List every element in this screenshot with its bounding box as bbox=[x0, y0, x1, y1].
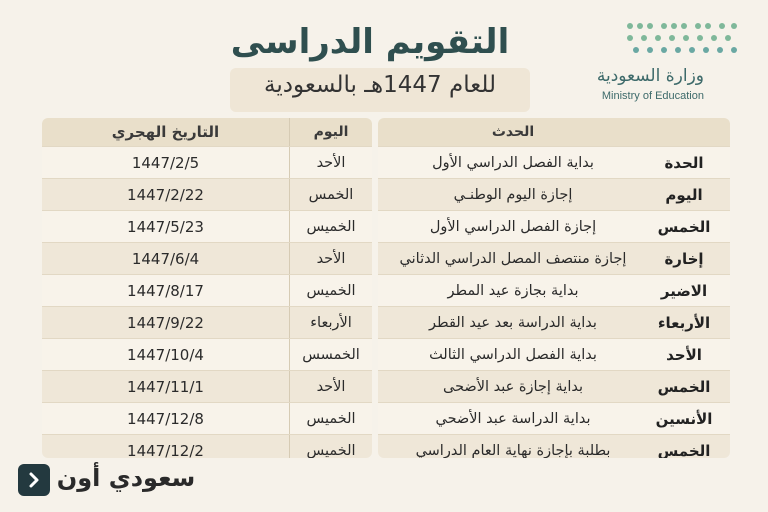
event-text: بطلبة بإجازة نهاية العام الدراسي bbox=[415, 442, 611, 458]
row-label: الأربعاء bbox=[657, 313, 711, 332]
event-text: إجازة اليوم الوطنـي bbox=[453, 186, 573, 203]
events-table bbox=[378, 118, 730, 458]
row-label: الخمس bbox=[657, 217, 711, 236]
hijri-date: 1447/12/8 bbox=[127, 409, 204, 428]
day-name: الأحد bbox=[289, 371, 372, 402]
row-label: الحدة bbox=[664, 153, 704, 172]
hijri-date-column-header: التاريخ الهجري bbox=[111, 123, 220, 141]
day-name: الخميس bbox=[289, 435, 372, 458]
hijri-date: 1447/6/4 bbox=[131, 249, 200, 268]
hijri-date: 1447/8/17 bbox=[127, 281, 204, 300]
day-column-header: اليوم bbox=[289, 118, 372, 146]
hijri-date: 1447/9/22 bbox=[127, 313, 204, 332]
event-row bbox=[378, 338, 730, 370]
event-row bbox=[378, 274, 730, 306]
row-label: الخمس bbox=[657, 441, 711, 458]
ministry-logo-icon bbox=[624, 20, 742, 58]
event-text: بداية الفصل الدراسي الثالث bbox=[429, 346, 597, 363]
hijri-date: 1447/5/23 bbox=[127, 217, 204, 236]
ministry-name-english: Ministry of Education bbox=[601, 90, 704, 102]
event-text: بداية بجازة عيد المطر bbox=[447, 282, 579, 299]
row-label: الأحد bbox=[666, 345, 702, 364]
brand-logo[interactable] bbox=[18, 464, 50, 496]
event-row bbox=[378, 146, 730, 178]
date-row bbox=[42, 402, 372, 434]
dates-table bbox=[42, 118, 372, 458]
event-text: إجازة منتصف المصل الدراسي الدثاني bbox=[399, 250, 627, 267]
day-name: الخميس bbox=[289, 211, 372, 242]
event-row bbox=[378, 178, 730, 210]
date-row bbox=[42, 242, 372, 274]
row-label: الاضير bbox=[660, 281, 708, 300]
dates-table-header bbox=[42, 118, 372, 146]
day-name: الخميس bbox=[289, 403, 372, 434]
event-text: بداية الدراسة عبد الأضحي bbox=[435, 410, 591, 427]
date-row bbox=[42, 210, 372, 242]
date-row bbox=[42, 306, 372, 338]
event-row bbox=[378, 402, 730, 434]
day-name: الأربعاء bbox=[289, 307, 372, 338]
date-row bbox=[42, 274, 372, 306]
date-row bbox=[42, 178, 372, 210]
brand-name: سعودي أون bbox=[56, 464, 196, 492]
event-row bbox=[378, 434, 730, 458]
day-name: الخميس bbox=[289, 275, 372, 306]
event-row bbox=[378, 370, 730, 402]
event-row bbox=[378, 210, 730, 242]
row-label: اليوم bbox=[665, 185, 703, 204]
date-row bbox=[42, 146, 372, 178]
hijri-date: 1447/2/22 bbox=[127, 185, 204, 204]
hijri-date: 1447/12/2 bbox=[127, 441, 204, 458]
row-label: الخمس bbox=[657, 377, 711, 396]
date-row bbox=[42, 434, 372, 458]
hijri-date: 1447/10/4 bbox=[127, 345, 204, 364]
event-text: بداية الفصل الدراسي الأول bbox=[432, 154, 594, 171]
hijri-date: 1447/11/1 bbox=[127, 377, 204, 396]
row-label: الأنسين bbox=[655, 409, 713, 428]
hijri-date: 1447/2/5 bbox=[131, 153, 200, 172]
page-title: التقويم الدراسى bbox=[230, 22, 510, 62]
event-text: بداية إجازة عبد الأضحى bbox=[442, 378, 583, 395]
date-row bbox=[42, 338, 372, 370]
page-subtitle: للعام 1447هـ بالسعودية bbox=[264, 72, 496, 98]
ministry-name-arabic: وزارة السعودية bbox=[596, 66, 704, 86]
chevron-right-icon bbox=[25, 471, 43, 489]
event-row bbox=[378, 242, 730, 274]
day-name: الخمسس bbox=[289, 339, 372, 370]
event-row bbox=[378, 306, 730, 338]
event-column-header: الحدث bbox=[491, 124, 535, 140]
day-name: الأحد bbox=[289, 243, 372, 274]
row-label: إخارة bbox=[664, 249, 704, 268]
event-text: إجازة الفصل الدراسي الأول bbox=[429, 218, 597, 235]
events-table-header bbox=[378, 118, 730, 146]
day-name: الخمس bbox=[289, 179, 372, 210]
date-row bbox=[42, 370, 372, 402]
day-name: الأحد bbox=[289, 147, 372, 178]
event-text: بداية الدراسة بعد عيد القطر bbox=[429, 314, 597, 331]
